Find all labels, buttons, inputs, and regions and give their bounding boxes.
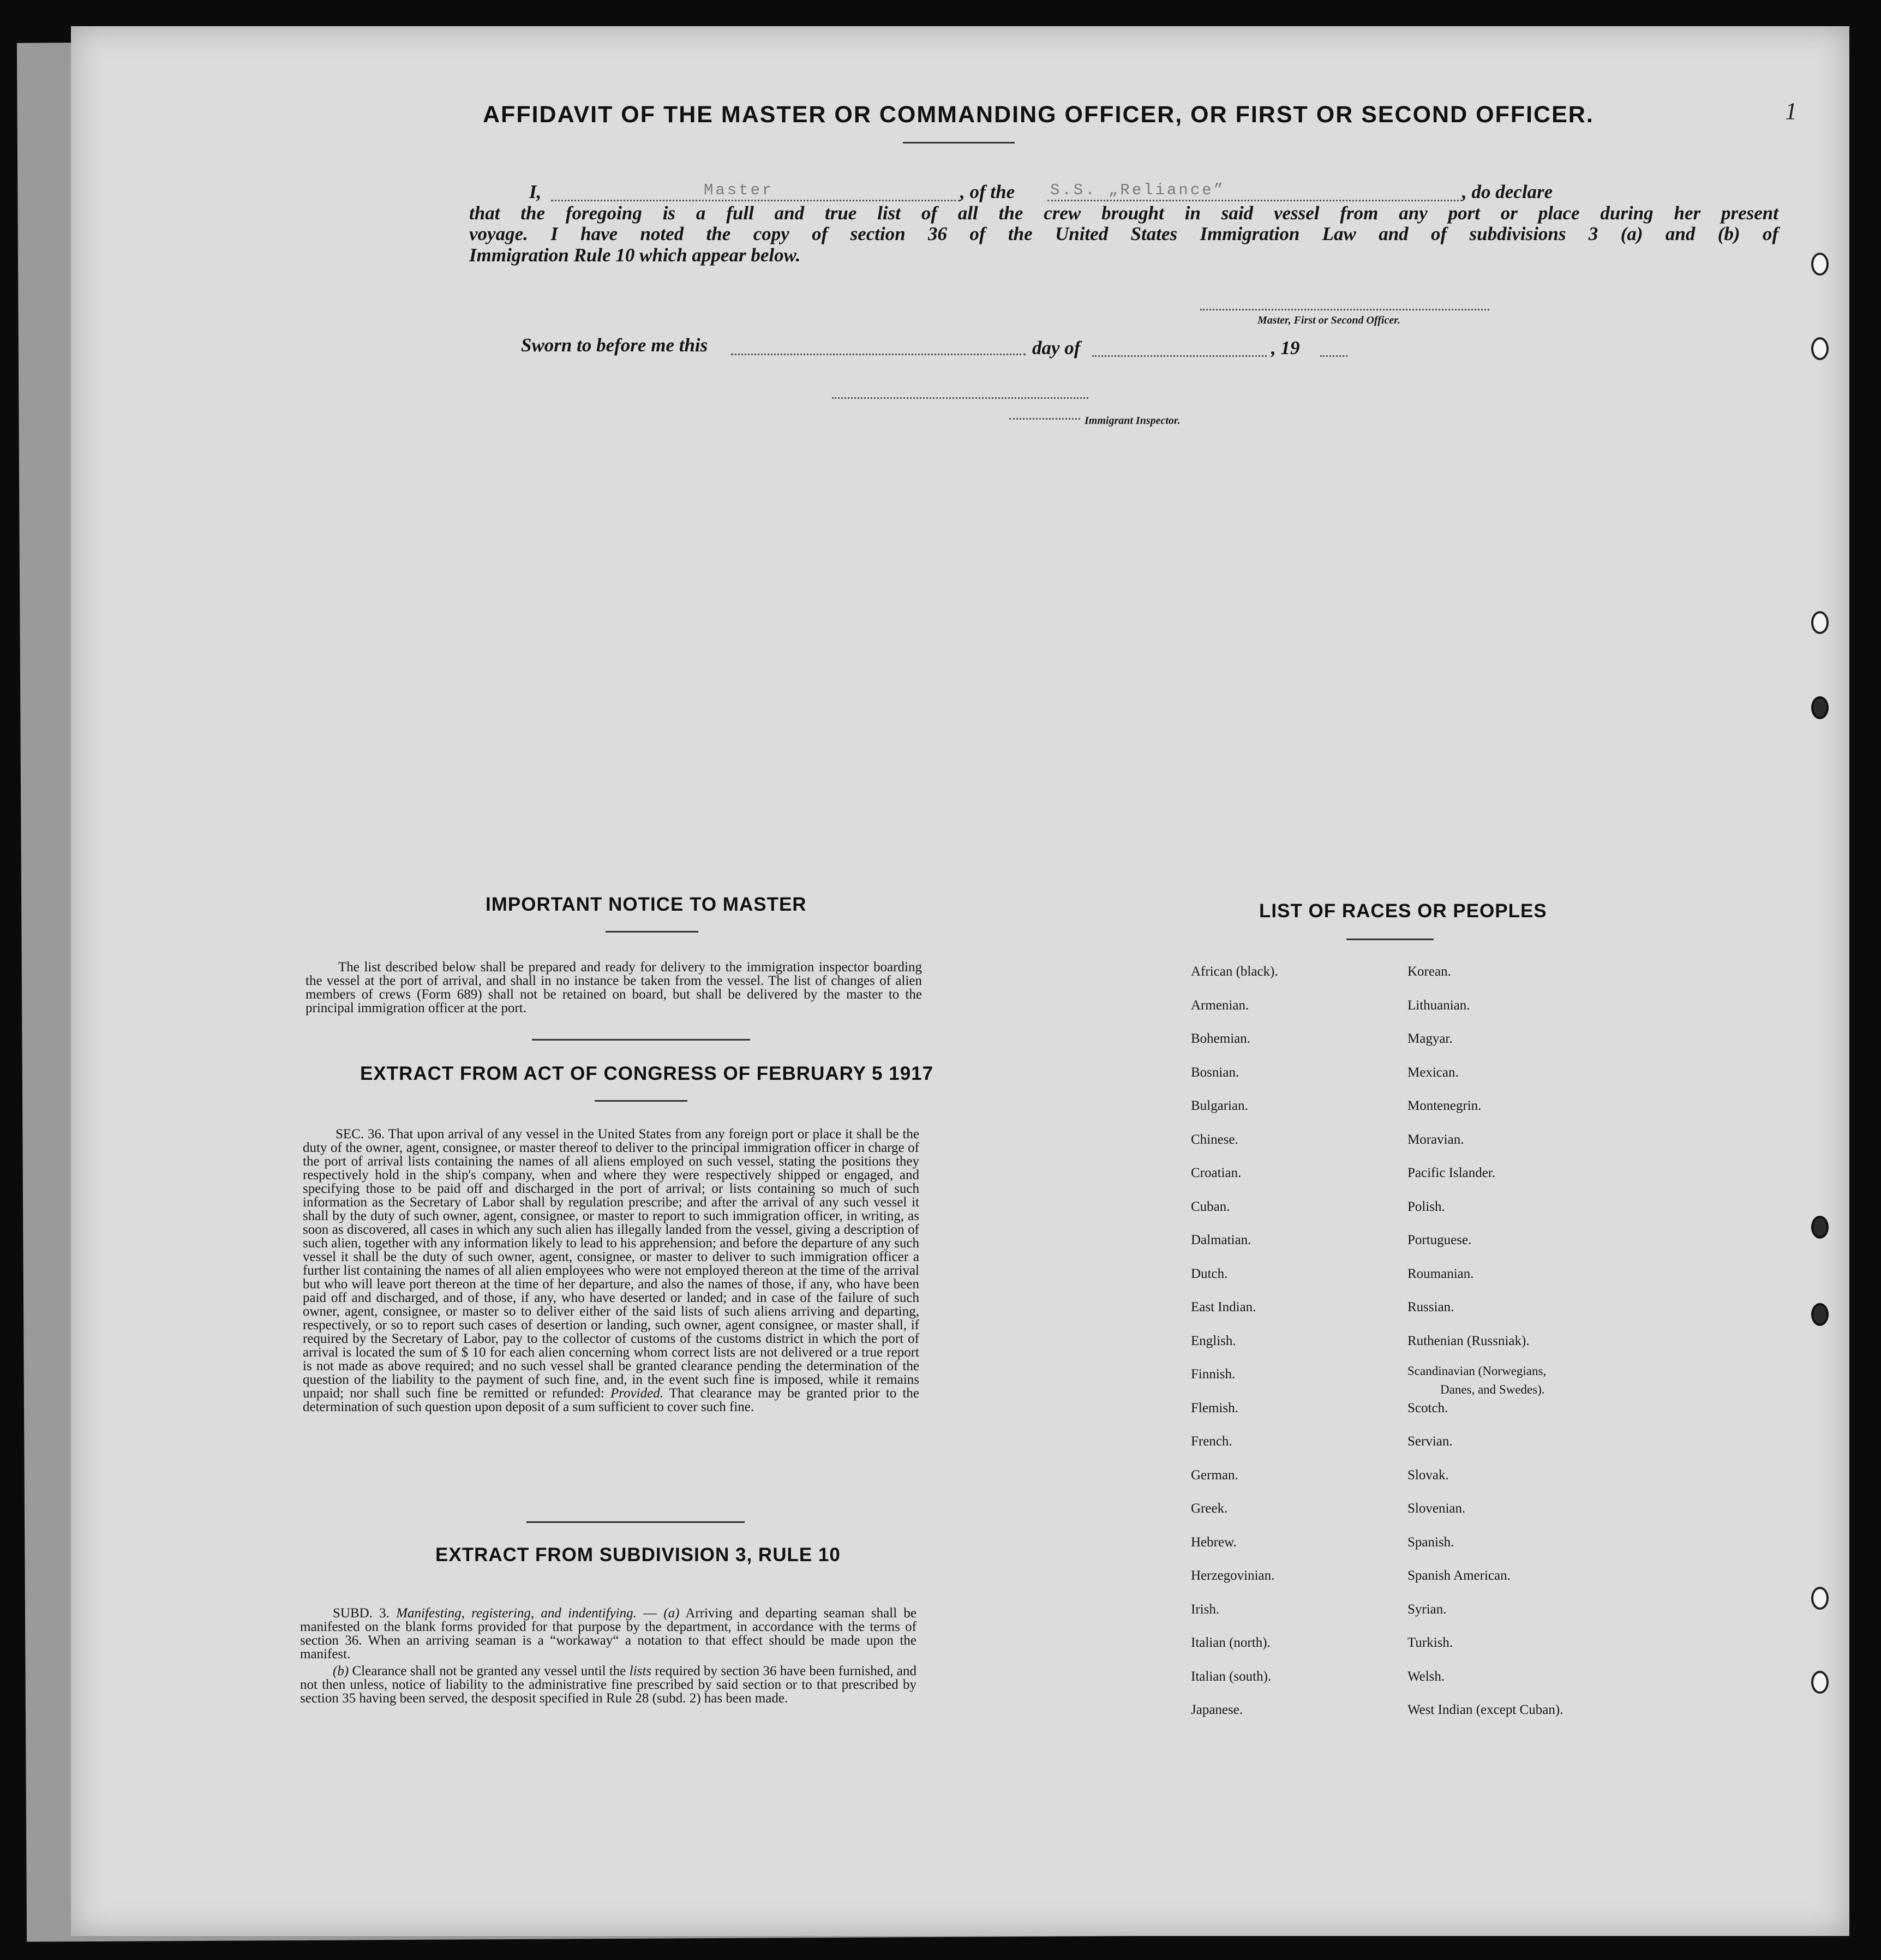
- typed-vessel: S.S. „Reliance”: [1050, 181, 1226, 199]
- race-item: Portuguese.: [1407, 1233, 1472, 1247]
- para-b-post: required by section 36 have been furnished, and not then unless, notice of liability to the administrative fine prescribed by said section or to that prescribed by section 35 having been served, the desposit specified in Rule 28 (subd. 2) has been made.: [300, 1664, 917, 1706]
- binder-hole-icon: [1811, 253, 1829, 276]
- races-divider: [1346, 939, 1434, 940]
- race-item: Syrian.: [1407, 1602, 1447, 1617]
- affidavit-line3: voyage. I have noted the copy of section 36 of the United States Immigration Law and of subdivisions 3 (a) and (b) of: [469, 223, 1778, 244]
- race-item: Polish.: [1407, 1199, 1445, 1214]
- sworn-year: , 19: [1271, 337, 1300, 358]
- rank-blank: [551, 200, 960, 201]
- affidavit-line2: that the foregoing is a full and true list of all the crew brought in said vessel from any port or place during her present: [469, 202, 1778, 224]
- act-proviso-word: Provided.: [610, 1386, 663, 1401]
- race-item: Spanish.: [1407, 1534, 1454, 1550]
- race-item: Flemish.: [1191, 1400, 1238, 1415]
- act-proviso-text: That clearance may be granted prior to the determination of such question upon deposit of a sum sufficient to cover such fine.: [303, 1386, 919, 1414]
- sworn-month-blank: [1092, 355, 1267, 357]
- race-item: Korean.: [1407, 964, 1451, 979]
- race-item: German.: [1191, 1467, 1238, 1483]
- race-item: Turkish.: [1407, 1635, 1453, 1650]
- act-title: EXTRACT FROM ACT OF CONGRESS OF FEBRUARY 5 1917: [360, 1063, 934, 1084]
- signature-line: [1200, 309, 1489, 310]
- race-item: French.: [1191, 1434, 1232, 1449]
- binder-hole-icon: [1811, 696, 1829, 719]
- race-item: Danes, and Swedes).: [1440, 1383, 1545, 1396]
- race-item: Servian.: [1407, 1434, 1453, 1449]
- sworn-day-of: day of: [1032, 337, 1081, 358]
- affidavit-title: AFFIDAVIT OF THE MASTER OR COMMANDING OFFICER, OR FIRST OR SECOND OFFICER.: [483, 101, 1594, 128]
- race-item: Russian.: [1407, 1300, 1454, 1314]
- para-b-pre: Clearance shall not be granted any vessel until the: [352, 1664, 626, 1678]
- typed-rank: Master: [704, 181, 774, 199]
- race-item: Pacific Islander.: [1407, 1166, 1496, 1180]
- race-item: Herzegovinian.: [1191, 1568, 1275, 1583]
- notice-title: IMPORTANT NOTICE TO MASTER: [486, 894, 807, 915]
- act-divider: [595, 1100, 687, 1102]
- race-item: Spanish American.: [1407, 1568, 1511, 1583]
- affidavit-line4: Immigration Rule 10 which appear below.: [469, 244, 801, 266]
- binder-hole-icon: [1811, 1587, 1829, 1610]
- race-item: Bulgarian.: [1191, 1098, 1248, 1113]
- binder-hole-icon: [1811, 1671, 1829, 1694]
- inspector-leader-dots: [1009, 418, 1080, 420]
- race-item: Scandinavian (Norwegians,: [1407, 1364, 1547, 1378]
- vessel-blank: [1047, 200, 1462, 201]
- race-item: Magyar.: [1407, 1031, 1453, 1046]
- race-item: Greek.: [1191, 1501, 1228, 1516]
- sworn-day-blank: [731, 354, 1026, 355]
- para-b-marker: (b): [333, 1664, 349, 1678]
- affidavit-line1-prefix: I,: [529, 181, 542, 202]
- title-divider: [903, 142, 1015, 144]
- race-item: Bosnian.: [1191, 1065, 1239, 1080]
- races-title: LIST OF RACES OR PEOPLES: [1259, 900, 1547, 922]
- race-item: Armenian.: [1191, 997, 1249, 1013]
- rule-title: EXTRACT FROM SUBDIVISION 3, RULE 10: [435, 1544, 841, 1565]
- rule-para-b: [300, 1664, 916, 1705]
- notice-divider: [606, 931, 698, 933]
- race-item: Moravian.: [1407, 1132, 1464, 1147]
- notice-text: The list described below shall be prepared and ready for delivery to the immigration inspector boarding the vessel at the port of arrival, and shall in no instance be taken from the vessel. The list of changes of alien members of crews (Form 689) shall not be retained on board, but shall be delivered by the master to the principal immigration officer at the port.: [305, 960, 922, 1015]
- race-item: Ruthenian (Russniak).: [1407, 1333, 1530, 1348]
- para-b-lists: lists: [629, 1664, 652, 1678]
- inspector-signature-line: [832, 397, 1088, 399]
- race-item: Dalmatian.: [1191, 1233, 1251, 1247]
- document-page: [71, 26, 1849, 1936]
- affidavit-line1-suffix: , do declare: [1462, 181, 1553, 202]
- sworn-prefix: Sworn to before me this: [521, 334, 708, 356]
- race-item: Hebrew.: [1191, 1534, 1237, 1550]
- race-item: Finnish.: [1191, 1367, 1236, 1382]
- act-end-rule: [526, 1521, 745, 1523]
- para-a-text: Arriving and departing seaman shall be manifested on the blank forms provided for that purpose by the department, in accordance with the terms of section 36. When an arriving seaman is a “workaway“ a notation to that effect should be made upon the manifest.: [300, 1606, 916, 1662]
- para-a-marker: (a): [663, 1606, 680, 1621]
- subd-heading: Manifesting, registering, and indentifying.: [396, 1606, 637, 1621]
- race-item: Cuban.: [1191, 1199, 1230, 1214]
- race-item: Italian (south).: [1191, 1669, 1272, 1684]
- race-item: Roumanian.: [1407, 1266, 1474, 1281]
- race-item: Scotch.: [1407, 1400, 1448, 1415]
- binder-hole-icon: [1811, 1216, 1829, 1239]
- race-item: East Indian.: [1191, 1300, 1256, 1314]
- race-item: English.: [1191, 1333, 1236, 1348]
- race-item: Dutch.: [1191, 1266, 1228, 1281]
- race-item: Croatian.: [1191, 1166, 1242, 1180]
- subd-label: SUBD. 3.: [333, 1606, 390, 1621]
- race-item: Slovak.: [1407, 1467, 1449, 1483]
- race-item: Mexican.: [1407, 1065, 1459, 1080]
- affidavit-of-the: , of the: [960, 181, 1015, 202]
- act-body: SEC. 36. That upon arrival of any vessel in the United States from any foreign port or place it shall be the duty of the owner, agent, consignee, or master thereof to deliver to the principal immigration officer in charge of the port of arrival lists containing the names of all aliens employed on such vessel, stating the positions they respectively hold in the ship's company, when and where they were respectively shipped or engaged, and specifying those to be paid off and discharged in the port of arrival; or lists containing so much of such information as the Secretary of Labor shall by regulation prescribe; and after the arrival of any such vessel it shall by the duty of such owner, agent, consignee, or master to report to such immigration officer, in writing, as soon as discovered, all cases in which any such alien has illegally landed from the vessel, giving a description of such alien, together with any information likely to lead to his apprehension; and before the departure of any such vessel it shall be the duty of such owner, agent, consignee, or master to deliver to such immigration officer a further list containing the names of all alien employees who were not employed thereon at the time of the arrival but who will leave port thereon at the time of her departure, and also the names of those, if any, who have been paid off and discharged, and of those, if any, who have deserted or landed; and in case of the failure of such owner, agent, consignee, or master so to deliver either of the said lists of such aliens arriving and departing, respectively, or so to report such cases of desertion or landing, such owner, agent consignee, or master shall, if required by the Secretary of Labor, pay to the collector of customs of the customs district in which the port of arrival is located the sum of $ 10 for each alien concerning whom correct lists are not delivered or a true report is not made as above required; and no such vessel shall be granted clearance pending the determination of the question of the liability to the payment of such fine, and, in the event such fine is imposed, while it remains unpaid; nor shall such fine be remitted or refunded:: [303, 1127, 919, 1401]
- page-number-mark: 1: [1785, 98, 1797, 124]
- race-item: Welsh.: [1407, 1669, 1445, 1684]
- notice-end-rule: [532, 1039, 750, 1041]
- binder-hole-icon: [1811, 337, 1829, 360]
- signature-caption: Master, First or Second Officer.: [1257, 314, 1400, 326]
- sworn-year-blank: [1320, 355, 1347, 357]
- race-item: Italian (north).: [1191, 1635, 1271, 1650]
- race-item: Montenegrin.: [1407, 1098, 1482, 1113]
- race-item: African (black).: [1191, 964, 1278, 979]
- rule-para-a: SUBD. 3. Manifesting, registering, and indentifying. — (a) Arriving and departing seaman shall be manifested on the blank forms provided for that purpose by the department, in accordance with the terms of section 36. When an arriving seaman is a “workaway“ a notation to that effect should be made upon the manifest.: [300, 1606, 916, 1662]
- binder-hole-icon: [1811, 611, 1829, 634]
- race-item: Irish.: [1191, 1602, 1220, 1617]
- race-item: Chinese.: [1191, 1132, 1238, 1147]
- race-item: Slovenian.: [1407, 1501, 1466, 1516]
- race-item: Bohemian.: [1191, 1031, 1251, 1046]
- binder-hole-icon: [1811, 1303, 1829, 1326]
- race-item: West Indian (except Cuban).: [1407, 1702, 1563, 1717]
- act-text: [303, 1127, 919, 1414]
- inspector-caption: Immigrant Inspector.: [1085, 415, 1181, 427]
- race-item: Lithuanian.: [1407, 997, 1470, 1013]
- race-item: Japanese.: [1191, 1702, 1243, 1717]
